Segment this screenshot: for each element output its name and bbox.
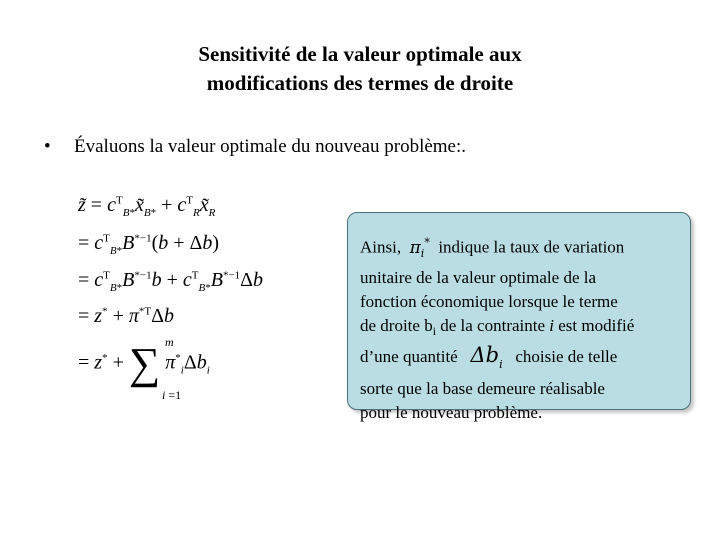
equation-line-2: = $c^T_{B*}B^{*-1}(b + \Delta b)$ [78, 232, 220, 257]
b-subscript: i [432, 324, 436, 339]
delta-b-subscript: i [499, 357, 503, 371]
sum-lower-limit: i =1 [162, 388, 182, 402]
sum-upper-limit: m [165, 335, 174, 349]
callout-line-4b: de la contrainte [435, 316, 546, 336]
callout-seg-2: indique la taux de variation [438, 237, 625, 257]
pi-symbol [409, 236, 430, 261]
bullet-text: Évaluons la valeur optimale du nouveau problème:. [74, 136, 467, 157]
pi-subscript: i [420, 247, 425, 261]
equation-block [78, 192, 318, 412]
delta-b-symbol [470, 343, 503, 371]
summation-sign: ∑ [128, 339, 161, 388]
callout-text [360, 230, 690, 425]
bullet-item [44, 135, 466, 159]
callout-line-4-i: i [549, 316, 554, 336]
callout-line-5 [360, 343, 690, 376]
callout-line-4 [360, 314, 690, 343]
callout-ainsi: Ainsi, [360, 237, 402, 257]
title-line-1: Sensitivité de la valeur optimale aux [198, 42, 522, 66]
callout-line-4c: est modifié [558, 316, 635, 336]
callout-line-4a: de droite b [360, 316, 433, 336]
callout-line-3: fonction économique lorsque le terme [360, 292, 618, 312]
bullet-marker: • [44, 136, 51, 157]
callout-line-5b: choisie de telle [515, 347, 618, 367]
callout-line-2: unitaire de la valeur optimale de la [360, 268, 597, 288]
callout-line-1 [360, 230, 690, 266]
callout-line-5a: d’une quantité [360, 347, 458, 367]
equation-line-4: = $z^* + \pi^{*T}\Delta b$ [78, 305, 174, 327]
slide-title [100, 40, 620, 98]
equation-line-3: = $c^T_{B*}B^{*-1}b + c^T_{B*}B^{*-1}\Delta b$ [78, 269, 264, 294]
equation-line-5: = z* + ∑ $\pi^*_i\Delta b_i$ [78, 339, 210, 388]
callout-line-6: sorte que la base demeure réalisable [360, 378, 605, 398]
explanation-callout [347, 212, 691, 422]
pi-superscript: * [424, 236, 430, 249]
title-line-2: modifications des termes de droite [206, 71, 514, 95]
pi-letter: π [409, 237, 421, 258]
equation-line-1: z̃ = $c^T_{B*}x̃_{B*}$ + $c^T_Rx̃_R$ [78, 194, 216, 219]
delta-b-text: Δb [470, 343, 500, 368]
callout-line-7: pour le nouveau problème. [360, 402, 543, 422]
